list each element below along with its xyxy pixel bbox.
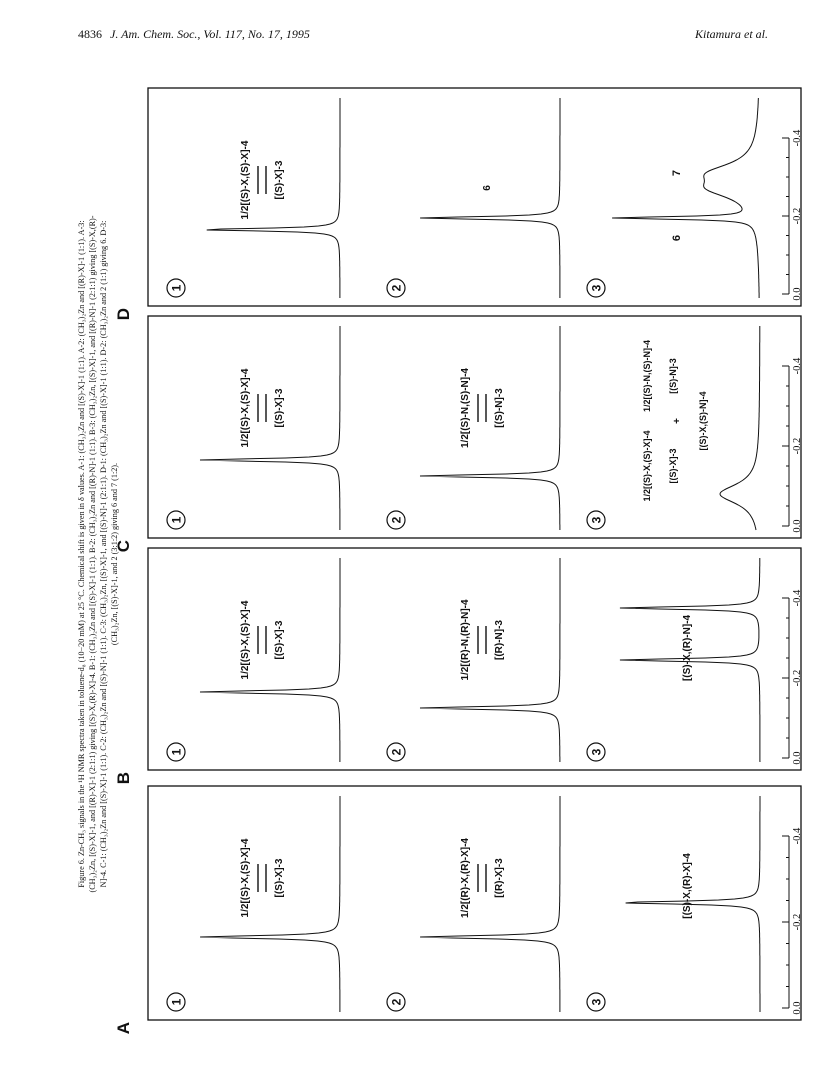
panel-letter-d: D: [114, 308, 133, 321]
axis-tick-label: -0.4: [792, 357, 803, 375]
panel-letter-c: C: [114, 540, 133, 553]
axis-tick-label: -0.2: [792, 207, 803, 225]
species-label: [(S)-X,(S)-N]-4: [698, 391, 708, 451]
spectrum-trace: [420, 326, 560, 530]
spectrum-d-1: [167, 98, 340, 298]
species-label: [(R)-N]-3: [494, 620, 505, 660]
row-number: 3: [589, 284, 604, 292]
spectrum-c-1: [167, 326, 340, 530]
panel-c: [114, 316, 803, 552]
spectrum-c-3: [587, 326, 760, 530]
running-header-authors: Kitamura et al.: [694, 27, 768, 41]
spectrum-trace: [420, 558, 560, 762]
row-number: 2: [389, 284, 404, 292]
spectrum-trace: [420, 98, 560, 298]
axis-tick-label: -0.4: [792, 827, 803, 845]
species-label: [(S)-X]-3: [274, 858, 285, 898]
panel-d: [114, 88, 803, 320]
species-label: [(S)-X]-3: [274, 620, 285, 660]
row-number: 2: [389, 748, 404, 756]
spectrum-a-2: [387, 796, 560, 1012]
axis-tick-label: 0.0: [792, 751, 803, 765]
spectrum-a-1: [167, 796, 340, 1012]
caption-line: (CH₃)₂Zn, [(S)-X]-1, and 2 (3:1:2) giving 6 and 7 (1:2).: [110, 462, 119, 646]
caption-line: (CH₃)₂Zn, [(S)-X]-1, and [(R)-X]-1 (2:1:1) giving [(S)-X,(R)-X]-4. B-1: (CH₃)₂Zn and [(S)-X]-1 (1:1). B-2: (CH₃)₂Zn and [(R)-N]-1 (1:1). B-3: (CH₃)₂Zn, [(S)-X]-1, and [(R)-N]-1 (2:1:1) giving [(S)-X,(R)-: [88, 215, 97, 893]
species-label: 1/2[(S)-X,(S)-X]-4: [240, 838, 251, 918]
panel-b: [114, 548, 803, 784]
species-label: [(S)-X]-3: [274, 388, 285, 428]
journal-citation: J. Am. Chem. Soc., Vol. 117, No. 17, 1995: [110, 27, 310, 41]
row-number: 2: [389, 998, 404, 1006]
row-number: 1: [169, 284, 184, 292]
species-label: 1/2[(S)-X,(S)-X]-4: [240, 140, 251, 220]
row-number: 1: [169, 516, 184, 524]
page-number: 4836: [78, 27, 102, 41]
axis-tick-label: -0.4: [792, 589, 803, 607]
spectrum-c-2: [387, 326, 560, 530]
compound-label: 7: [671, 169, 683, 177]
row-number: 3: [589, 998, 604, 1006]
row-number: 2: [389, 516, 404, 524]
species-label: [(S)-X]-3: [668, 448, 678, 484]
spectrum-b-2: [387, 558, 560, 762]
spectrum-trace: [420, 796, 560, 1012]
panel-letter-b: B: [114, 772, 133, 785]
species-label: [(S)-X]-3: [274, 160, 285, 200]
species-label: 1/2[(S)-X,(S)-X]-4: [240, 600, 251, 680]
plus-sign: +: [672, 418, 683, 424]
species-label: [(R)-X]-3: [494, 858, 505, 898]
species-label: 6: [482, 185, 493, 191]
panel-letter-a: A: [114, 1022, 133, 1035]
row-number: 3: [589, 516, 604, 524]
species-label: [(S)-N]-3: [668, 358, 678, 394]
axis-tick-label: 0.0: [792, 1001, 803, 1015]
caption-line: Figure 6. Zn-CH₃ signals in the ¹H NMR spectra taken in toluene-d₈ (10−20 mM) at 25 °C. Chemical shift is given in δ values. A-1: (CH₃)₂Zn and [(S)-X]-1 (1:1). A-2: (CH₃)₂Zn and [(R)-X]-1 (1:1). A-3:: [77, 220, 86, 888]
spectrum-d-3: [587, 98, 759, 298]
spectrum-trace: [720, 326, 760, 530]
axis-tick-label: -0.2: [792, 437, 803, 455]
caption-line: N]-4. C-1: (CH₃)₂Zn and [(S)-X]-1 (1:1). C-2: (CH₃)₂Zn and [(S)-N]-1 (1:1). C-3: (CH₃)₂Zn, [(S)-X]-1, and [(S)-N]-1 (2:1:1). D-1: (CH₃)₂Zn and [(S)-X]-1 (1:1). D-2: (CH₃)₂Zn and 2 (1:1) giving 6. D-3:: [99, 220, 108, 888]
species-label: [(S)-X,(R)-N]-4: [682, 614, 693, 682]
spectrum-a-3: [587, 796, 760, 1012]
spectrum-b-3: [587, 558, 760, 762]
spectrum-trace: [200, 558, 340, 762]
spectrum-trace: [200, 326, 340, 530]
row-number: 1: [169, 998, 184, 1006]
species-label: 1/2[(R)-X,(R)-X]-4: [460, 838, 471, 918]
panel-a: [114, 786, 803, 1034]
species-label: [(S)-X,(R)-X]-4: [682, 853, 693, 919]
compound-label: 6: [671, 234, 683, 242]
species-label: [(S)-N]-3: [494, 388, 505, 428]
spectrum-trace: [612, 98, 759, 298]
axis-tick-label: -0.4: [792, 129, 803, 147]
species-label: 1/2[(R)-N,(R)-N]-4: [460, 599, 471, 681]
row-number: 1: [169, 748, 184, 756]
axis-tick-label: -0.2: [792, 913, 803, 931]
species-label: 1/2[(S)-N,(S)-N]-4: [460, 368, 471, 448]
species-label: 1/2[(S)-X,(S)-X]-4: [642, 430, 652, 502]
spectrum-trace: [200, 796, 340, 1012]
axis-tick-label: -0.2: [792, 669, 803, 687]
axis-tick-label: 0.0: [792, 287, 803, 301]
axis-tick-label: 0.0: [792, 519, 803, 533]
spectrum-b-1: [167, 558, 340, 762]
species-label: 1/2[(S)-X,(S)-X]-4: [240, 368, 251, 448]
row-number: 3: [589, 748, 604, 756]
figure-caption: [77, 215, 119, 892]
species-label: 1/2[(S)-N,(S)-N]-4: [642, 340, 652, 412]
spectrum-d-2: [387, 98, 560, 298]
